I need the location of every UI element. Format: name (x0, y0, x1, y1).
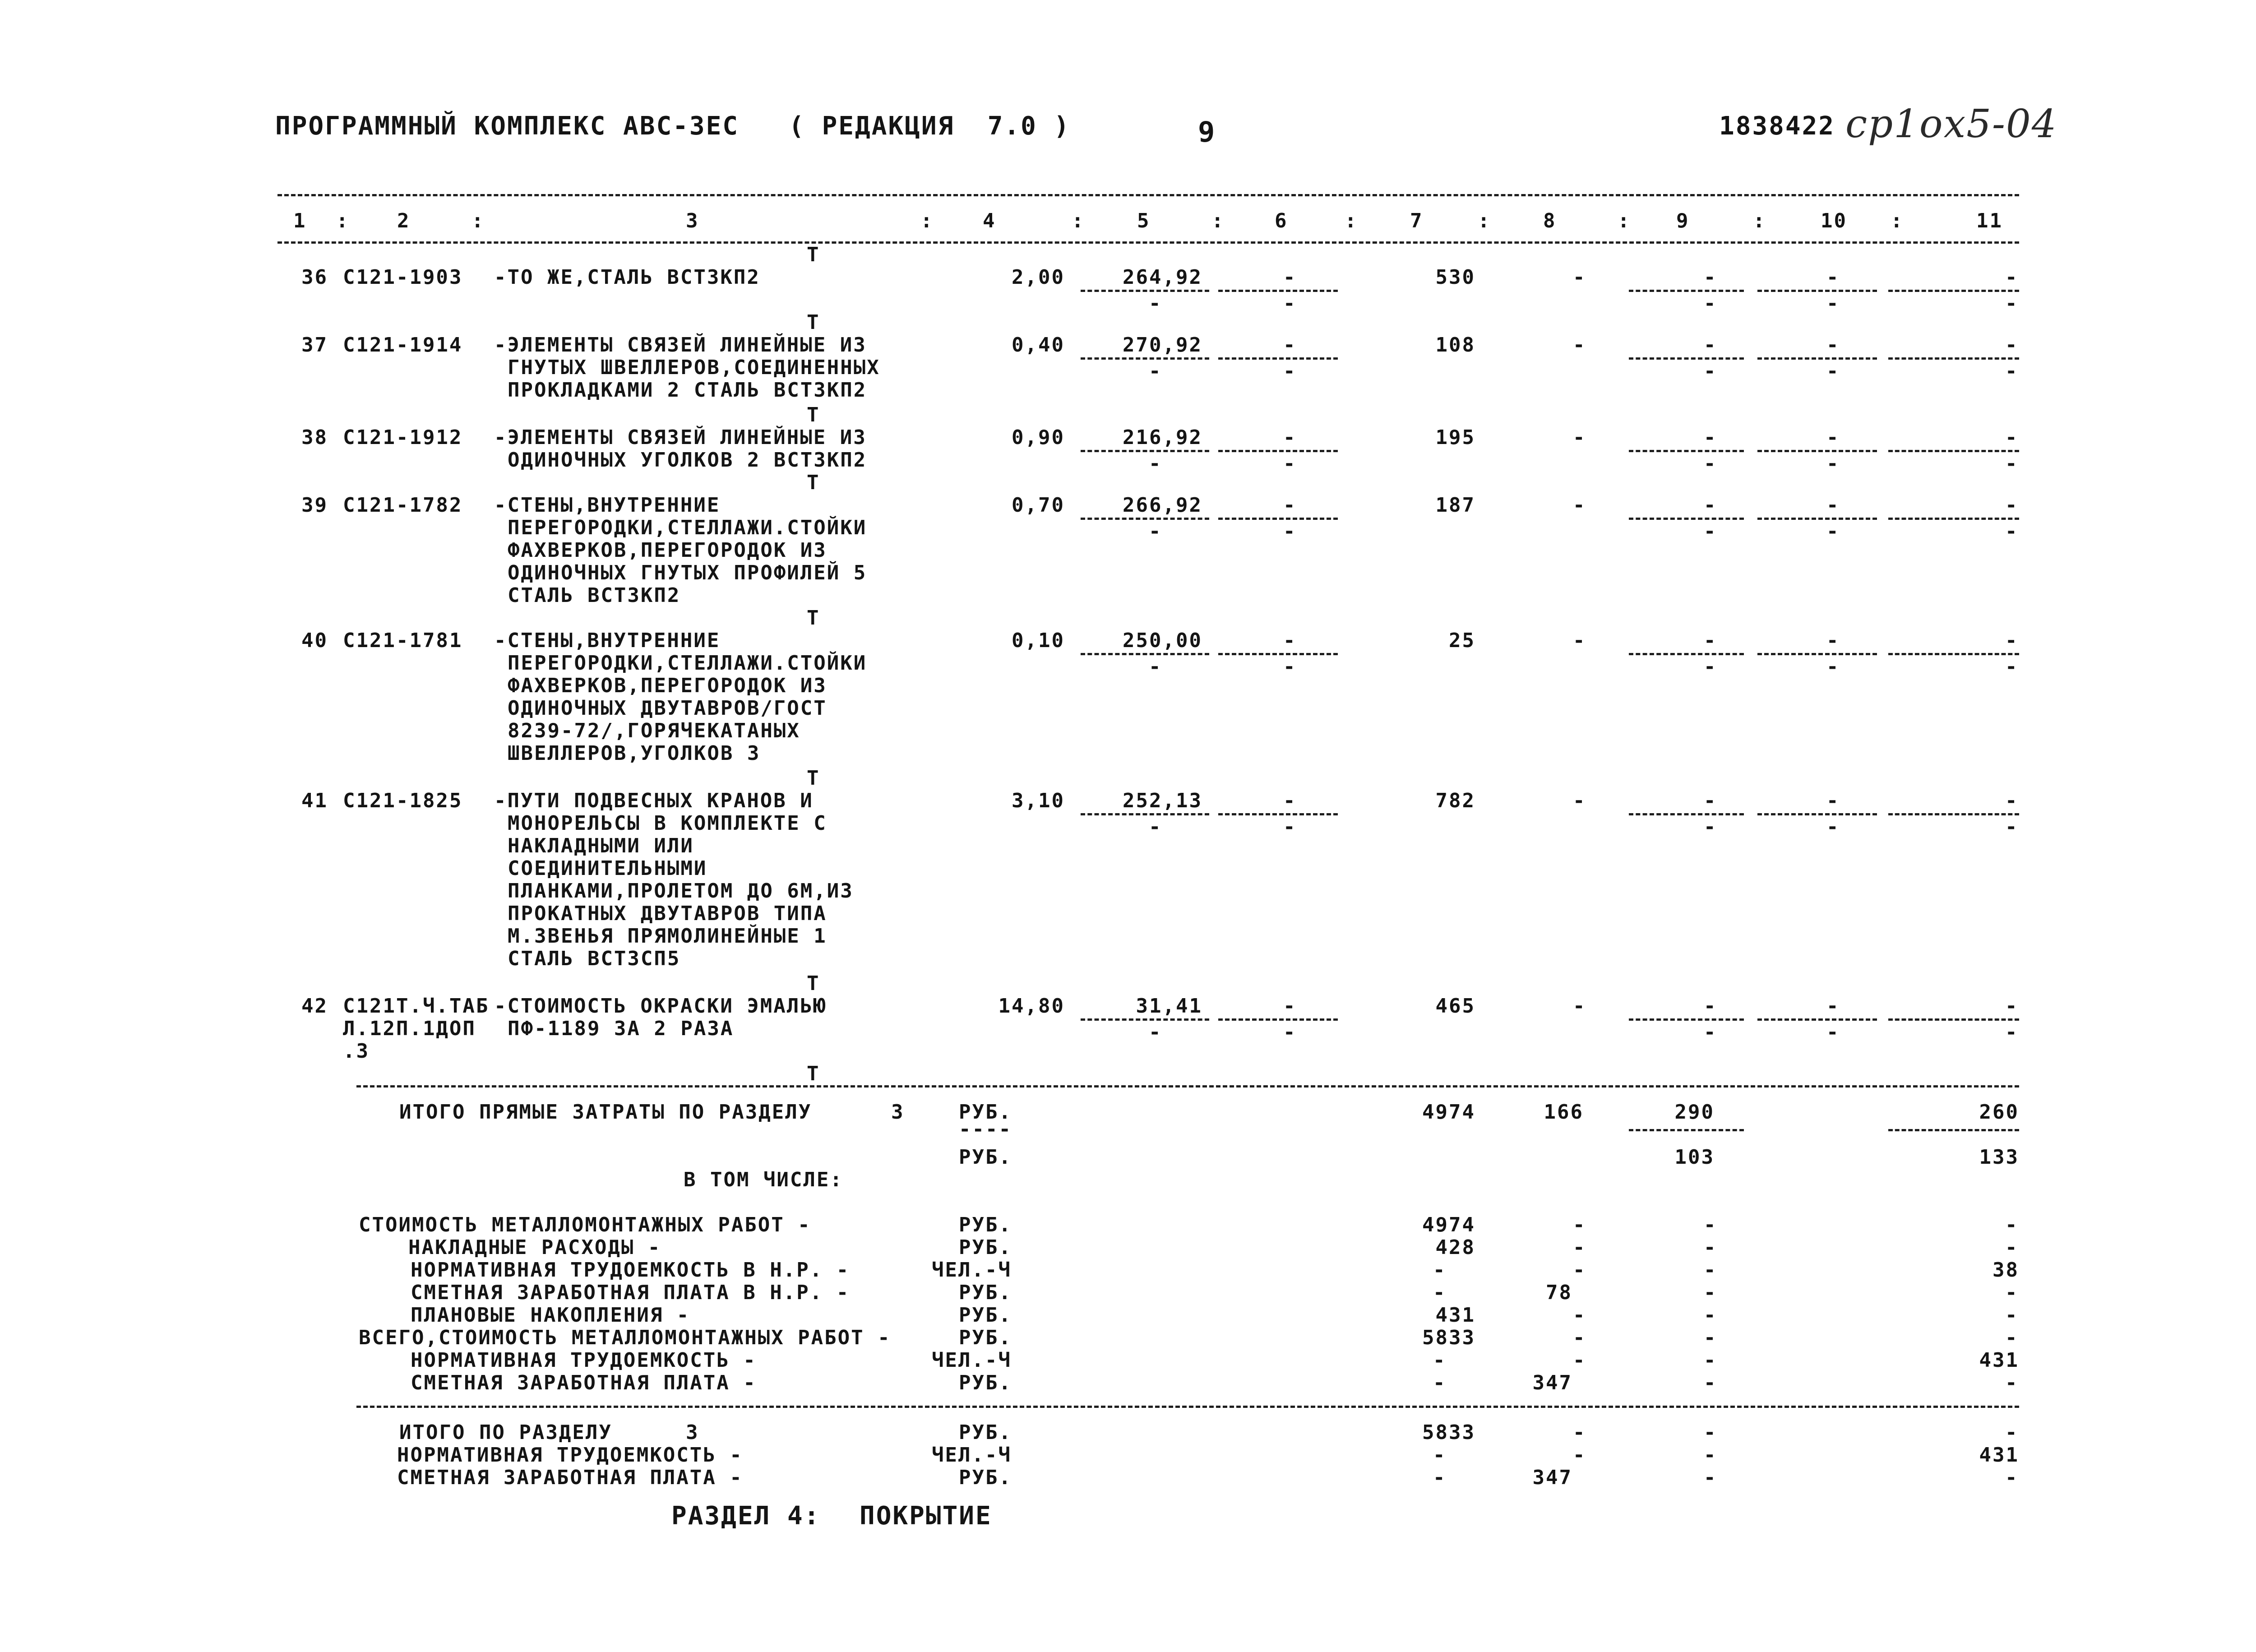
row-description-line: ПРОКАТНЫХ ДВУТАВРОВ ТИПА (508, 902, 827, 925)
direct-costs-col9: 290 (1674, 1101, 1715, 1124)
breakdown-col8: - (1573, 1304, 1586, 1327)
header-rule-bottom (277, 241, 2019, 244)
row-number: 41 (301, 789, 328, 812)
breakdown-col11: 431 (1979, 1349, 2019, 1372)
row-subdash: - (1283, 452, 1297, 475)
section-total-label: НОРМАТИВНАЯ ТРУДОЕМКОСТЬ - (397, 1444, 743, 1467)
row-number: 40 (301, 629, 328, 652)
row-subdash: - (1704, 815, 1717, 838)
row-code: С121-1912 (343, 426, 463, 449)
row-subdash: - (2005, 452, 2019, 475)
row-unit-price: 31,41 (1136, 995, 1202, 1018)
row-total-cost: 465 (1435, 995, 1475, 1018)
breakdown-col7: - (1433, 1259, 1447, 1282)
breakdown-unit: РУБ. (959, 1213, 1012, 1236)
column-separator: : (1345, 209, 1358, 232)
row-description-line: ШВЕЛЛЕРОВ,УГОЛКОВ 3 (508, 742, 761, 765)
column-header-5: 5 (1137, 209, 1151, 232)
row-col8: - (1573, 789, 1586, 812)
rows-end-rule (356, 1085, 2019, 1087)
row-col8: - (1573, 426, 1586, 449)
row-subrule (1081, 357, 1209, 360)
breakdown-col9: - (1704, 1304, 1717, 1327)
direct-costs-subrule (1629, 1129, 1744, 1131)
row-subrule (1629, 450, 1744, 452)
row-quantity: 0,90 (1012, 426, 1065, 449)
row-total-cost: 530 (1435, 266, 1475, 289)
column-header-2: 2 (397, 209, 411, 232)
row-subrule (1218, 813, 1338, 815)
row-code: С121-1903 (343, 266, 463, 289)
row-subdash: - (1283, 292, 1297, 315)
direct-costs-section: 3 (891, 1101, 905, 1124)
row-subdash: - (2005, 520, 2019, 543)
row-subrule (1757, 653, 1877, 655)
breakdown-end-rule (356, 1406, 2019, 1408)
row-subrule (1757, 357, 1877, 360)
row-subrule (1081, 813, 1209, 815)
row-code-continuation: .3 (343, 1040, 370, 1063)
row-col9: - (1704, 266, 1717, 289)
breakdown-col7: 4974 (1422, 1213, 1475, 1236)
breakdown-col7: 5833 (1422, 1326, 1475, 1349)
breakdown-col9: - (1704, 1371, 1717, 1394)
row-subrule (1888, 357, 2019, 360)
row-subrule (1888, 813, 2019, 815)
row-col6: - (1283, 995, 1297, 1018)
row-col6: - (1283, 494, 1297, 517)
row-quantity: 0,40 (1012, 333, 1065, 356)
breakdown-col8: - (1573, 1213, 1586, 1236)
breakdown-col11: - (2005, 1281, 2019, 1304)
row-col9: - (1704, 789, 1717, 812)
row-subdash: - (1826, 360, 1840, 383)
row-col8: - (1573, 494, 1586, 517)
breakdown-col11: - (2005, 1213, 2019, 1236)
breakdown-label: СМЕТНАЯ ЗАРАБОТНАЯ ПЛАТА - (411, 1371, 757, 1394)
row-col8: - (1573, 995, 1586, 1018)
row-subrule (1888, 1018, 2019, 1021)
row-subdash: - (1283, 360, 1297, 383)
row-total-cost: 25 (1449, 629, 1475, 652)
row-marker-t-top: Т (807, 403, 820, 426)
row-subdash: - (1826, 292, 1840, 315)
row-col8: - (1573, 333, 1586, 356)
section-total-col11: - (2005, 1466, 2019, 1489)
breakdown-unit: ЧЕЛ.-Ч (932, 1349, 1012, 1372)
breakdown-col9: - (1704, 1259, 1717, 1282)
direct-costs-unit-2: РУБ. (959, 1146, 1012, 1169)
row-col11: - (2005, 426, 2019, 449)
row-unit-price: 250,00 (1123, 629, 1202, 652)
row-col10: - (1826, 266, 1840, 289)
row-col6: - (1283, 333, 1297, 356)
document-number: 1838422 (1719, 111, 1835, 141)
breakdown-unit: РУБ. (959, 1304, 1012, 1327)
row-description-line: М.ЗВЕНЬЯ ПРЯМОЛИНЕЙНЫЕ 1 (508, 925, 827, 948)
row-subdash: - (1826, 655, 1840, 678)
breakdown-col7: - (1433, 1371, 1447, 1394)
row-quantity: 2,00 (1012, 266, 1065, 289)
section-total-col11: - (2005, 1421, 2019, 1444)
row-col6: - (1283, 426, 1297, 449)
row-subdash: - (2005, 815, 2019, 838)
including-label: В ТОМ ЧИСЛЕ: (684, 1168, 843, 1191)
row-description-line: СОЕДИНИТЕЛЬНЫМИ (508, 857, 707, 880)
row-code: С121-1782 (343, 494, 463, 517)
row-code-continuation: Л.12П.1ДОП (343, 1017, 476, 1040)
row-marker-t-top: Т (807, 767, 820, 790)
row-subrule (1629, 518, 1744, 520)
section-total-col7: - (1433, 1444, 1447, 1467)
row-col9: - (1704, 629, 1717, 652)
row-col10: - (1826, 789, 1840, 812)
row-total-cost: 187 (1435, 494, 1475, 517)
row-subdash: - (1826, 520, 1840, 543)
header-rule-top (277, 194, 2019, 196)
row-description-line: ОДИНОЧНЫХ УГОЛКОВ 2 ВСТЗКП2 (508, 449, 867, 472)
column-header-10: 10 (1821, 209, 1847, 232)
row-description-line: ФАХВЕРКОВ,ПЕРЕГОРОДОК ИЗ (508, 539, 827, 562)
row-quantity: 3,10 (1012, 789, 1065, 812)
breakdown-col11: 38 (1992, 1259, 2019, 1282)
row-subdash: - (1704, 1021, 1717, 1044)
breakdown-col9: - (1704, 1326, 1717, 1349)
row-subdash: - (1704, 520, 1717, 543)
column-separator: : (336, 209, 350, 232)
breakdown-label: ВСЕГО,СТОИМОСТЬ МЕТАЛЛОМОНТАЖНЫХ РАБОТ - (359, 1326, 891, 1349)
row-subdash: - (1704, 452, 1717, 475)
row-marker-t-top: Т (807, 972, 820, 995)
row-col11: - (2005, 266, 2019, 289)
row-marker-t-top: Т (807, 243, 820, 266)
direct-costs-2-col11: 133 (1979, 1146, 2019, 1169)
column-header-4: 4 (983, 209, 996, 232)
breakdown-unit: РУБ. (959, 1236, 1012, 1259)
column-header-1: 1 (293, 209, 307, 232)
row-subdash: - (2005, 360, 2019, 383)
row-unit-price: 252,13 (1123, 789, 1202, 812)
section-total-number: 3 (686, 1421, 699, 1444)
row-subrule (1218, 290, 1338, 292)
row-col10: - (1826, 629, 1840, 652)
row-quantity: 0,70 (1012, 494, 1065, 517)
section-total-col8: - (1573, 1421, 1586, 1444)
row-subrule (1218, 653, 1338, 655)
row-quantity: 0,10 (1012, 629, 1065, 652)
row-description-line: СТАЛЬ ВСТЗКП2 (508, 584, 681, 607)
row-subrule (1888, 450, 2019, 452)
row-col6: - (1283, 266, 1297, 289)
row-marker-t-last: Т (807, 1062, 820, 1085)
row-marker-t-top: Т (807, 311, 820, 334)
breakdown-unit: РУБ. (959, 1326, 1012, 1349)
row-description-line: МОНОРЕЛЬСЫ В КОМПЛЕКТЕ С (508, 812, 827, 835)
section-total-label: СМЕТНАЯ ЗАРАБОТНАЯ ПЛАТА - (397, 1466, 743, 1489)
breakdown-unit: РУБ. (959, 1281, 1012, 1304)
row-subrule (1757, 1018, 1877, 1021)
column-header-11: 11 (1976, 209, 2003, 232)
row-subdash: - (1704, 655, 1717, 678)
row-subdash: - (2005, 292, 2019, 315)
column-separator: : (1478, 209, 1491, 232)
breakdown-label: СМЕТНАЯ ЗАРАБОТНАЯ ПЛАТА В Н.Р. - (411, 1281, 850, 1304)
column-separator: : (1753, 209, 1766, 232)
breakdown-col11: - (2005, 1371, 2019, 1394)
row-subrule (1081, 290, 1209, 292)
row-unit-price: 264,92 (1123, 266, 1202, 289)
column-separator: : (920, 209, 934, 232)
row-subrule (1081, 653, 1209, 655)
section-total-label: ИТОГО ПО РАЗДЕЛУ (399, 1421, 612, 1444)
row-description-line: СТАЛЬ ВСТЗСП5 (508, 947, 681, 970)
row-subdash: - (1283, 520, 1297, 543)
row-subrule (1081, 450, 1209, 452)
row-subdash: - (2005, 655, 2019, 678)
handwritten-code: ср1ох5-04 (1845, 102, 2057, 147)
row-subdash: - (1826, 815, 1840, 838)
breakdown-col7: 431 (1435, 1304, 1475, 1327)
section-total-col8: 347 (1532, 1466, 1572, 1489)
column-header-8: 8 (1543, 209, 1557, 232)
breakdown-col9: - (1704, 1281, 1717, 1304)
breakdown-col8: - (1573, 1236, 1586, 1259)
row-number: 36 (301, 266, 328, 289)
row-description-line: -СТЕНЫ,ВНУТРЕННИЕ (494, 629, 721, 652)
row-quantity: 14,80 (998, 995, 1065, 1018)
direct-costs-unit: РУБ. (959, 1101, 1012, 1124)
row-subrule (1757, 518, 1877, 520)
row-subdash: - (1283, 815, 1297, 838)
row-description-line: -ПУТИ ПОДВЕСНЫХ КРАНОВ И (494, 789, 814, 812)
breakdown-col8: - (1573, 1349, 1586, 1372)
breakdown-col9: - (1704, 1236, 1717, 1259)
row-total-cost: 782 (1435, 789, 1475, 812)
breakdown-label: ПЛАНОВЫЕ НАКОПЛЕНИЯ - (411, 1304, 690, 1327)
section-total-col9: - (1704, 1466, 1717, 1489)
direct-costs-unit-dash: ---- (959, 1118, 1012, 1141)
direct-costs-col7: 4974 (1422, 1101, 1475, 1124)
row-number: 37 (301, 333, 328, 356)
section-total-unit: РУБ. (959, 1421, 1012, 1444)
section-total-col11: 431 (1979, 1444, 2019, 1467)
row-subdash: - (1704, 292, 1717, 315)
row-subdash: - (1149, 655, 1162, 678)
column-separator: : (1618, 209, 1631, 232)
breakdown-col8: 78 (1546, 1281, 1572, 1304)
row-subdash: - (1283, 1021, 1297, 1044)
row-total-cost: 195 (1435, 426, 1475, 449)
row-description-line: -СТОИМОСТЬ ОКРАСКИ ЭМАЛЬЮ (494, 995, 827, 1018)
breakdown-col8: - (1573, 1326, 1586, 1349)
breakdown-label: СТОИМОСТЬ МЕТАЛЛОМОНТАЖНЫХ РАБОТ - (359, 1213, 811, 1236)
direct-costs-subrule (1888, 1129, 2019, 1131)
breakdown-unit: РУБ. (959, 1371, 1012, 1394)
breakdown-col9: - (1704, 1213, 1717, 1236)
row-col6: - (1283, 789, 1297, 812)
row-subrule (1081, 518, 1209, 520)
row-description-line: -ЭЛЕМЕНТЫ СВЯЗЕЙ ЛИНЕЙНЫЕ ИЗ (494, 426, 867, 449)
row-subrule (1757, 450, 1877, 452)
breakdown-label: НОРМАТИВНАЯ ТРУДОЕМКОСТЬ В Н.Р. - (411, 1259, 850, 1282)
direct-costs-col8: 166 (1544, 1101, 1584, 1124)
row-subrule (1629, 290, 1744, 292)
next-section-title: ПОКРЫТИЕ (860, 1501, 992, 1531)
row-col10: - (1826, 333, 1840, 356)
row-subrule (1888, 653, 2019, 655)
section-total-col7: 5833 (1422, 1421, 1475, 1444)
section-total-col9: - (1704, 1444, 1717, 1467)
row-description-line: ОДИНОЧНЫХ ГНУТЫХ ПРОФИЛЕЙ 5 (508, 561, 867, 584)
row-subrule (1081, 1018, 1209, 1021)
column-header-3: 3 (686, 209, 699, 232)
column-header-9: 9 (1676, 209, 1690, 232)
row-col10: - (1826, 494, 1840, 517)
row-subrule (1629, 653, 1744, 655)
breakdown-col7: - (1433, 1349, 1447, 1372)
breakdown-col11: - (2005, 1326, 2019, 1349)
row-subdash: - (1826, 452, 1840, 475)
next-section-number: 4: (787, 1501, 821, 1531)
section-total-unit: РУБ. (959, 1466, 1012, 1489)
row-total-cost: 108 (1435, 333, 1475, 356)
breakdown-col7: - (1433, 1281, 1447, 1304)
row-description-line: ОДИНОЧНЫХ ДВУТАВРОВ/ГОСТ (508, 697, 827, 720)
page-number: 9 (1198, 116, 1216, 148)
row-number: 38 (301, 426, 328, 449)
breakdown-col7: 428 (1435, 1236, 1475, 1259)
row-subdash: - (1149, 452, 1162, 475)
row-marker-t-top: Т (807, 471, 820, 494)
row-subrule (1629, 813, 1744, 815)
row-description-line: -ЭЛЕМЕНТЫ СВЯЗЕЙ ЛИНЕЙНЫЕ ИЗ (494, 333, 867, 356)
row-col9: - (1704, 333, 1717, 356)
row-number: 42 (301, 995, 328, 1018)
column-header-6: 6 (1275, 209, 1288, 232)
section-total-unit: ЧЕЛ.-Ч (932, 1444, 1012, 1467)
row-description-line: ПЕРЕГОРОДКИ,СТЕЛЛАЖИ.СТОЙКИ (508, 516, 867, 539)
section-total-col7: - (1433, 1466, 1447, 1489)
row-subdash: - (1149, 1021, 1162, 1044)
column-separator: : (1072, 209, 1085, 232)
row-subdash: - (1704, 360, 1717, 383)
row-col11: - (2005, 789, 2019, 812)
row-subrule (1629, 357, 1744, 360)
row-description-line: -СТЕНЫ,ВНУТРЕННИЕ (494, 494, 721, 517)
row-unit-price: 216,92 (1123, 426, 1202, 449)
column-header-7: 7 (1410, 209, 1424, 232)
row-description-line: ФАХВЕРКОВ,ПЕРЕГОРОДОК ИЗ (508, 674, 827, 697)
row-description-line: ГНУТЫХ ШВЕЛЛЕРОВ,СОЕДИНЕННЫХ (508, 356, 880, 379)
row-subrule (1757, 290, 1877, 292)
row-code: С121-1781 (343, 629, 463, 652)
row-description-line: ПРОКЛАДКАМИ 2 СТАЛЬ ВСТЗКП2 (508, 379, 867, 402)
row-subdash: - (1826, 1021, 1840, 1044)
column-separator: : (1891, 209, 1904, 232)
row-col9: - (1704, 494, 1717, 517)
row-subdash: - (1149, 520, 1162, 543)
row-subdash: - (1149, 292, 1162, 315)
row-col6: - (1283, 629, 1297, 652)
breakdown-label: НОРМАТИВНАЯ ТРУДОЕМКОСТЬ - (411, 1349, 757, 1372)
column-separator: : (1211, 209, 1225, 232)
row-code: С121-1825 (343, 789, 463, 812)
row-col9: - (1704, 995, 1717, 1018)
row-code: С121-1914 (343, 333, 463, 356)
row-description-line: ПЕРЕГОРОДКИ,СТЕЛЛАЖИ.СТОЙКИ (508, 652, 867, 675)
section-total-col9: - (1704, 1421, 1717, 1444)
row-subrule (1757, 813, 1877, 815)
breakdown-col9: - (1704, 1349, 1717, 1372)
row-unit-price: 266,92 (1123, 494, 1202, 517)
row-subdash: - (1149, 360, 1162, 383)
breakdown-col11: - (2005, 1236, 2019, 1259)
breakdown-unit: ЧЕЛ.-Ч (932, 1259, 1012, 1282)
row-col10: - (1826, 995, 1840, 1018)
row-description-line: ПФ-1189 ЗА 2 РАЗА (508, 1017, 734, 1040)
row-description-line: НАКЛАДНЫМИ ИЛИ (508, 834, 694, 857)
row-col8: - (1573, 629, 1586, 652)
row-description-line: ПЛАНКАМИ,ПРОЛЕТОМ ДО 6М,ИЗ (508, 879, 854, 902)
row-subrule (1218, 518, 1338, 520)
direct-costs-col11: 260 (1979, 1101, 2019, 1124)
section-total-col8: - (1573, 1444, 1586, 1467)
breakdown-col11: - (2005, 1304, 2019, 1327)
row-subdash: - (1149, 815, 1162, 838)
row-subdash: - (1283, 655, 1297, 678)
row-unit-price: 270,92 (1123, 333, 1202, 356)
row-col9: - (1704, 426, 1717, 449)
row-subrule (1629, 1018, 1744, 1021)
row-subrule (1218, 357, 1338, 360)
direct-costs-2-col9: 103 (1674, 1146, 1715, 1169)
row-col10: - (1826, 426, 1840, 449)
row-col11: - (2005, 629, 2019, 652)
direct-costs-label: ИТОГО ПРЯМЫЕ ЗАТРАТЫ ПО РАЗДЕЛУ (399, 1101, 812, 1124)
row-code: С121Т.Ч.ТАБ (343, 995, 490, 1018)
row-col8: - (1573, 266, 1586, 289)
row-description-line: 8239-72/,ГОРЯЧЕКАТАНЫХ (508, 719, 800, 742)
row-number: 39 (301, 494, 328, 517)
program-header: ПРОГРАММНЫЙ КОМПЛЕКС АВС-ЗЕС ( РЕДАКЦИЯ 7.0 ) (275, 111, 1071, 141)
row-subrule (1888, 518, 2019, 520)
row-subrule (1218, 1018, 1338, 1021)
breakdown-label: НАКЛАДНЫЕ РАСХОДЫ - (408, 1236, 661, 1259)
row-col11: - (2005, 995, 2019, 1018)
column-separator: : (472, 209, 485, 232)
next-section-label: РАЗДЕЛ (671, 1501, 771, 1531)
row-subrule (1218, 450, 1338, 452)
row-subdash: - (2005, 1021, 2019, 1044)
row-subrule (1888, 290, 2019, 292)
row-description-line: -ТО ЖЕ,СТАЛЬ ВСТЗКП2 (494, 266, 760, 289)
row-marker-t-top: Т (807, 606, 820, 629)
row-col11: - (2005, 333, 2019, 356)
breakdown-col8: 347 (1532, 1371, 1572, 1394)
row-col11: - (2005, 494, 2019, 517)
breakdown-col8: - (1573, 1259, 1586, 1282)
